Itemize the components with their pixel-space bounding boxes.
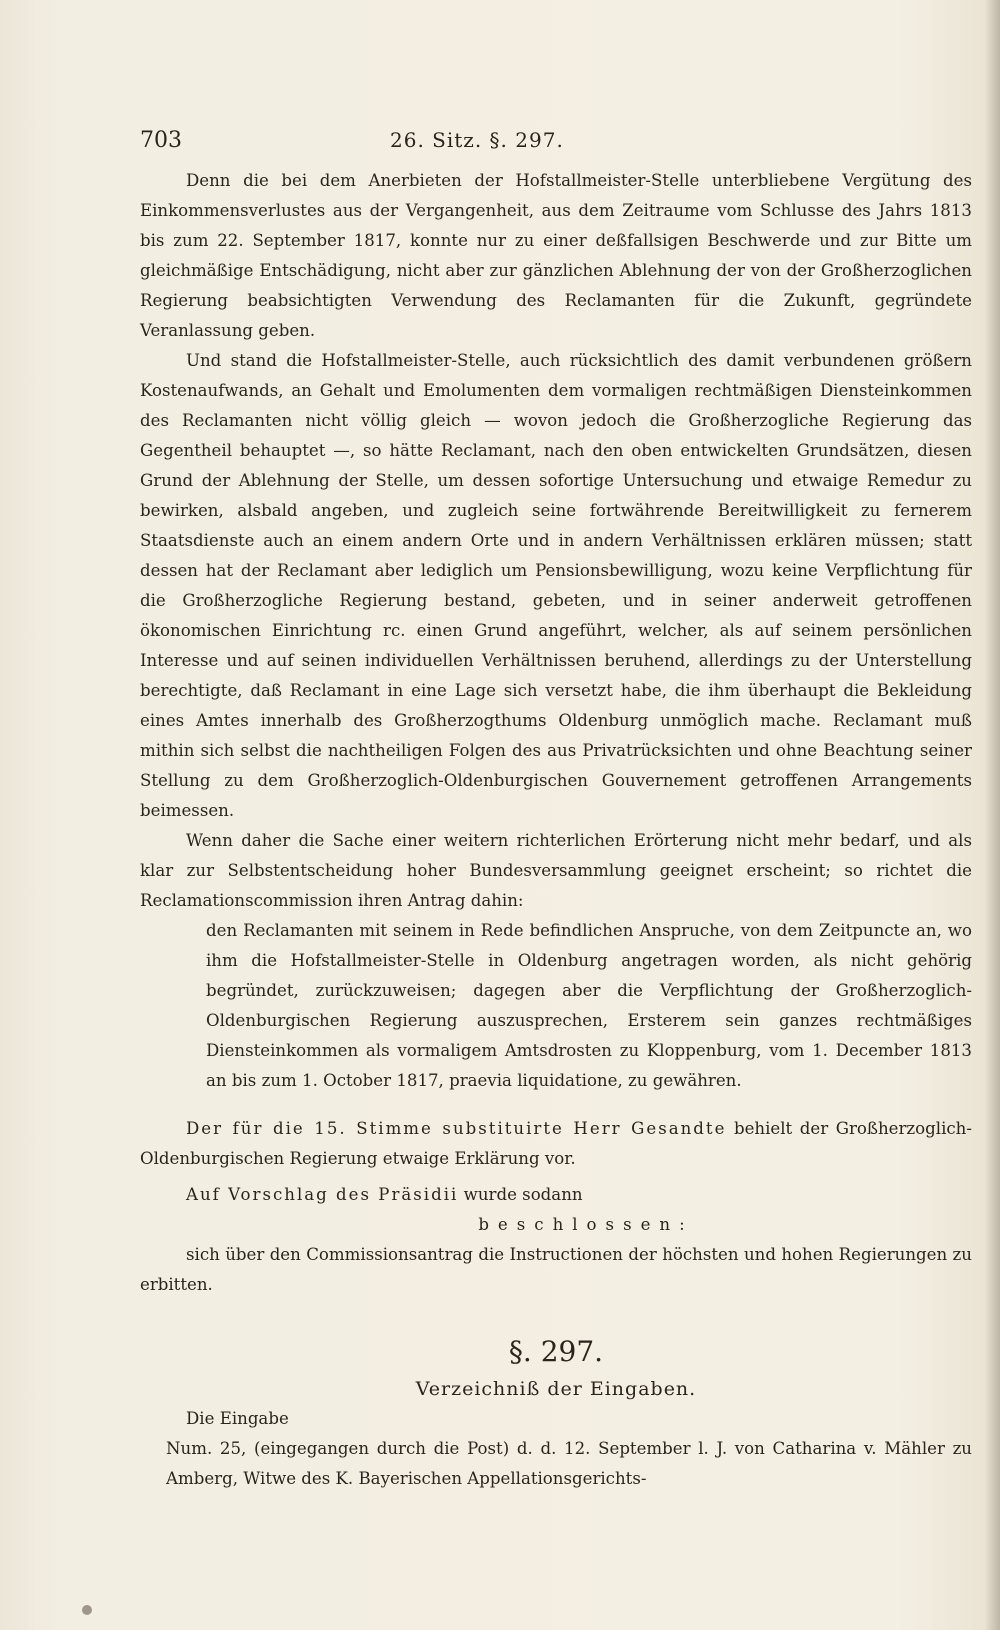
vote-lead: Der für die 15. Stimme substituirte Herr Gesandte [186,1119,727,1138]
proposal-statement [140,1180,972,1210]
section-title: Verzeichniß der Eingaben. [415,1378,697,1400]
page-number: 703 [140,128,182,153]
decision-heading: beschlossen: [478,1215,694,1234]
page-header [140,128,972,162]
commission-proposal: den Reclamanten mit seinem in Rede befindlichen Anspruche, von dem Zeitpuncte an, wo ihm die Hofstallmeister-Stelle in Oldenburg angetragen worden, als nicht gehörig begründet, zurückzuweisen; dagegen aber die Verpflichtung der Großherzoglich-Oldenburgischen Regierung auszusprechen, Ersterem sein ganzes rechtmäßiges Diensteinkommen als vormaligem Amtsdrosten zu Kloppenburg, vom 1. December 1813 an bis zum 1. October 1817, praevia liquidatione, zu gewähren. [206,921,972,1090]
paragraph-1: Denn die bei dem Anerbieten der Hofstallmeister-Stelle unterbliebene Vergütung des Einkommensverlustes aus der Vergangenheit, aus dem Zeitraume vom Schlusse des Jahrs 1813 bis zum 22. September 1817, konnte nur zu einer deßfallsigen Beschwerde und zur Bitte um gleichmäßige Entschädigung, nicht aber zur gänzlichen Ablehnung der von der Großherzoglichen Regierung beabsichtigten Verwendung des Reclamanten für die Zukunft, gegründete Veranlassung geben. [140,171,972,340]
ink-speck [82,1605,92,1615]
submission-text: Num. 25, (eingegangen durch die Post) d. d. 12. September l. J. von Catharina v. Mähler zu Amberg, Witwe des K. Bayerischen Appellationsgerichts- [166,1439,972,1488]
proposal-rest: wurde sodann [458,1185,583,1204]
vote-statement [140,1114,972,1174]
proposal-lead: Auf Vorschlag des Präsidii [186,1185,459,1204]
paragraph-3: Wenn daher die Sache einer weitern richterlichen Erörterung nicht mehr bedarf, und als klar zur Selbstentscheidung hoher Bundesversammlung geeignet erscheint; so richtet die Reclamationscommission ihren Antrag dahin: [140,831,972,910]
vote-rest: behielt der Großherzoglich-Oldenburgischen Regierung etwaige Erklärung vor. [140,1119,972,1168]
running-head: 26. Sitz. §. 297. [390,128,564,152]
section-number: §. 297. [508,1335,604,1368]
decision-text: sich über den Commissionsantrag die Instructionen der höchsten und hohen Regierungen zu erbitten. [140,1245,972,1294]
page-edge-shadow [984,0,1000,1630]
body-text [140,166,972,1494]
paragraph-2: Und stand die Hofstallmeister-Stelle, auch rücksichtlich des damit verbundenen größern Kostenaufwands, an Gehalt und Emolumenten dem vormaligen rechtmäßigen Diensteinkommen des Reclamanten nicht völlig gleich — wovon jedoch die Großherzogliche Regierung das Gegentheil behauptet —, so hätte Reclamant, nach den oben entwickelten Grundsätzen, diesen Grund der Ablehnung der Stelle, um dessen sofortige Untersuchung und etwaige Remedur zu bewirken, alsbald angeben, und zugleich seine fortwährende Bereitwilligkeit zu fernerem Staatsdienste auch an einem andern Orte und in andern Verhältnissen erklären müssen; statt dessen hat der Reclamant aber lediglich um Pensionsbewilligung, wozu keine Verpflichtung für die Großherzogliche Regierung bestand, gebeten, und in seiner anderweit getroffenen ökonomischen Einrichtung rc. einen Grund angeführt, welcher, als auf seinem persönlichen Interesse und auf seinen individuellen Verhältnissen beruhend, allerdings zu der Unterstellung berechtigte, daß Reclamant in eine Lage sich versetzt habe, die ihm überhaupt die Bekleidung eines Amtes innerhalb des Großherzogthums Oldenburg unmöglich mache. Reclamant muß mithin sich selbst die nachtheiligen Folgen des aus Privatrücksichten und ohne Beachtung seiner Stellung zu dem Großherzoglich-Oldenburgischen Gouvernement getroffenen Arrangements beimessen. [140,351,972,820]
submission-label: Die Eingabe [186,1409,289,1428]
